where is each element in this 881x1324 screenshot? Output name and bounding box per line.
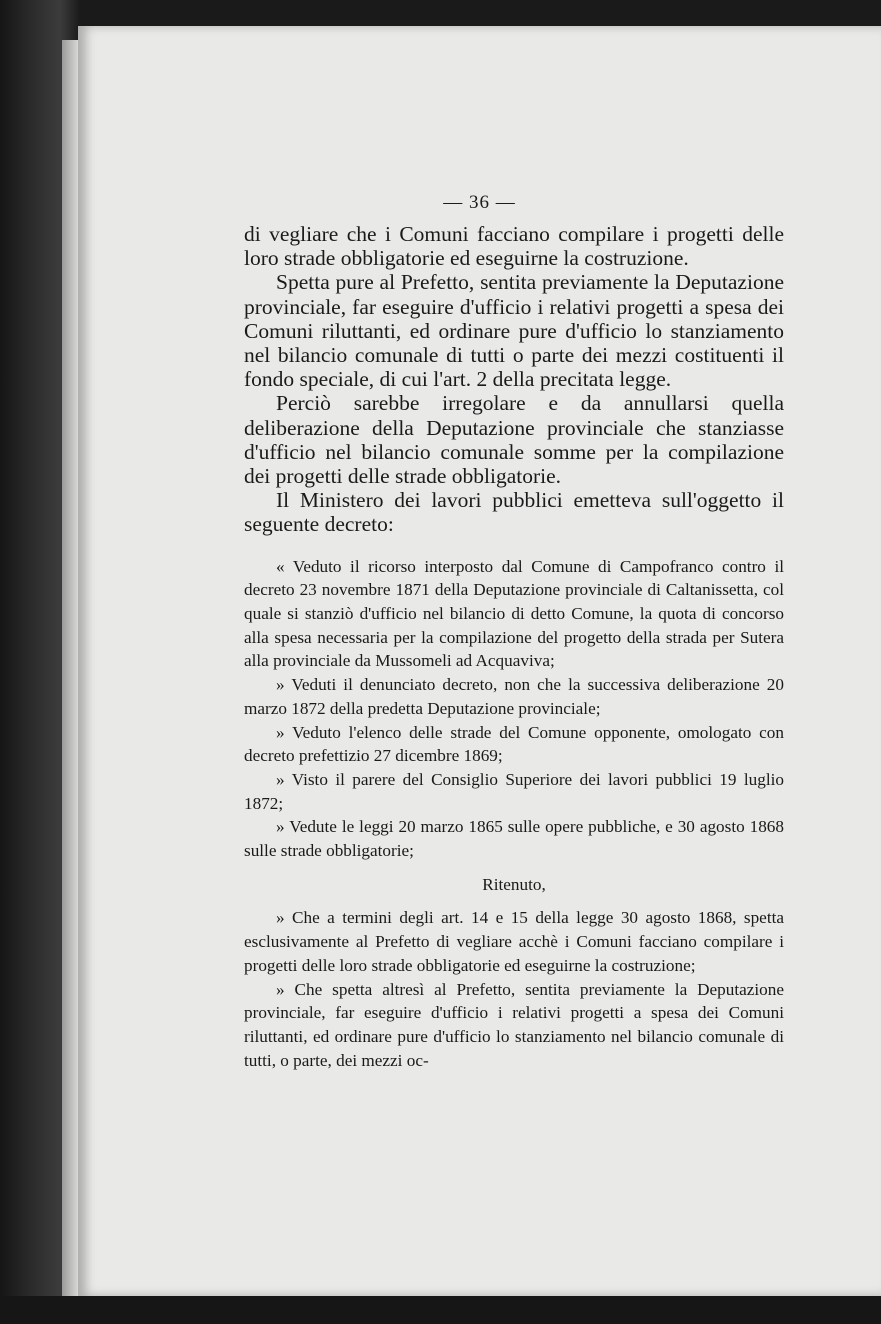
- decree-paragraph: » Visto il parere del Consiglio Superiore dei lavori pubblici 19 luglio 1872;: [244, 769, 784, 813]
- decree-paragraph: « Veduto il ricorso interposto dal Comune di Campofranco contro il decreto 23 novembre 1871 della Deputazione provinciale di Caltanissetta, col quale si stanziò d'ufficio nel bilancio di detto Comune, la quota di concorso alla spesa necessaria per la compilazione del progetto della strada per Sutera alla provinciale da Mussomeli ad Acquaviva;: [244, 556, 784, 671]
- scan-bottom-band: [0, 1296, 881, 1324]
- page-edge: [62, 40, 78, 1296]
- paragraph-prefetto: Spetta pure al Prefetto, sentita previamente la Deputazione provinciale, far eseguire d'ufficio i relativi progetti a spesa dei Comuni riluttanti, ed ordinare pure d'ufficio lo stanziamento nel bilancio comunale di tutti o parte dei mezzi costituenti il fondo speciale, di cui l'art. 2 della precitata legge.: [244, 270, 784, 392]
- decree-paragraph: » Vedute le leggi 20 marzo 1865 sulle opere pubbliche, e 30 agosto 1868 sulle strade obbligatorie;: [244, 817, 784, 861]
- decree-paragraph: » Veduto l'elenco delle strade del Comune opponente, omologato con decreto prefettizio 27 dicembre 1869;: [244, 722, 784, 766]
- ritenuto-paragraph: » Che spetta altresì al Prefetto, sentita previamente la Deputazione provinciale, far eseguire d'ufficio i relativi progetti a spesa dei Comuni riluttanti, ed ordinare pure d'ufficio lo stanziamento nel bilancio comunale di tutti, o parte, dei mezzi oc-: [244, 979, 784, 1070]
- page-number: — 36 —: [443, 192, 516, 213]
- book-page: [78, 26, 881, 1296]
- paragraph-ministero: Il Ministero dei lavori pubblici emetteva sull'oggetto il seguente decreto:: [244, 488, 784, 537]
- paragraph-irregolare: Perciò sarebbe irregolare e da annullarsi quella deliberazione della Deputazione provinciale che stanziasse d'ufficio nel bilancio comunale somme per la compilazione dei progetti delle strade obbligatorie.: [244, 391, 784, 489]
- decree-paragraph: » Veduti il denunciato decreto, non che la successiva deliberazione 20 marzo 1872 della predetta Deputazione provinciale;: [244, 675, 784, 718]
- paragraph-continuation: di vegliare che i Comuni facciano compilare i progetti delle loro strade obbligatorie ed eseguirne la costruzione.: [244, 222, 784, 271]
- ritenuto-heading: Ritenuto,: [482, 874, 546, 894]
- decree: [244, 555, 784, 1073]
- text-block: [244, 222, 784, 1072]
- ritenuto-paragraph: » Che a termini degli art. 14 e 15 della legge 30 agosto 1868, spetta esclusivamente al Prefetto di vegliare acchè i Comuni facciano compilare i progetti delle loro strade obbligatorie ed eseguirne la costruzione;: [244, 908, 784, 975]
